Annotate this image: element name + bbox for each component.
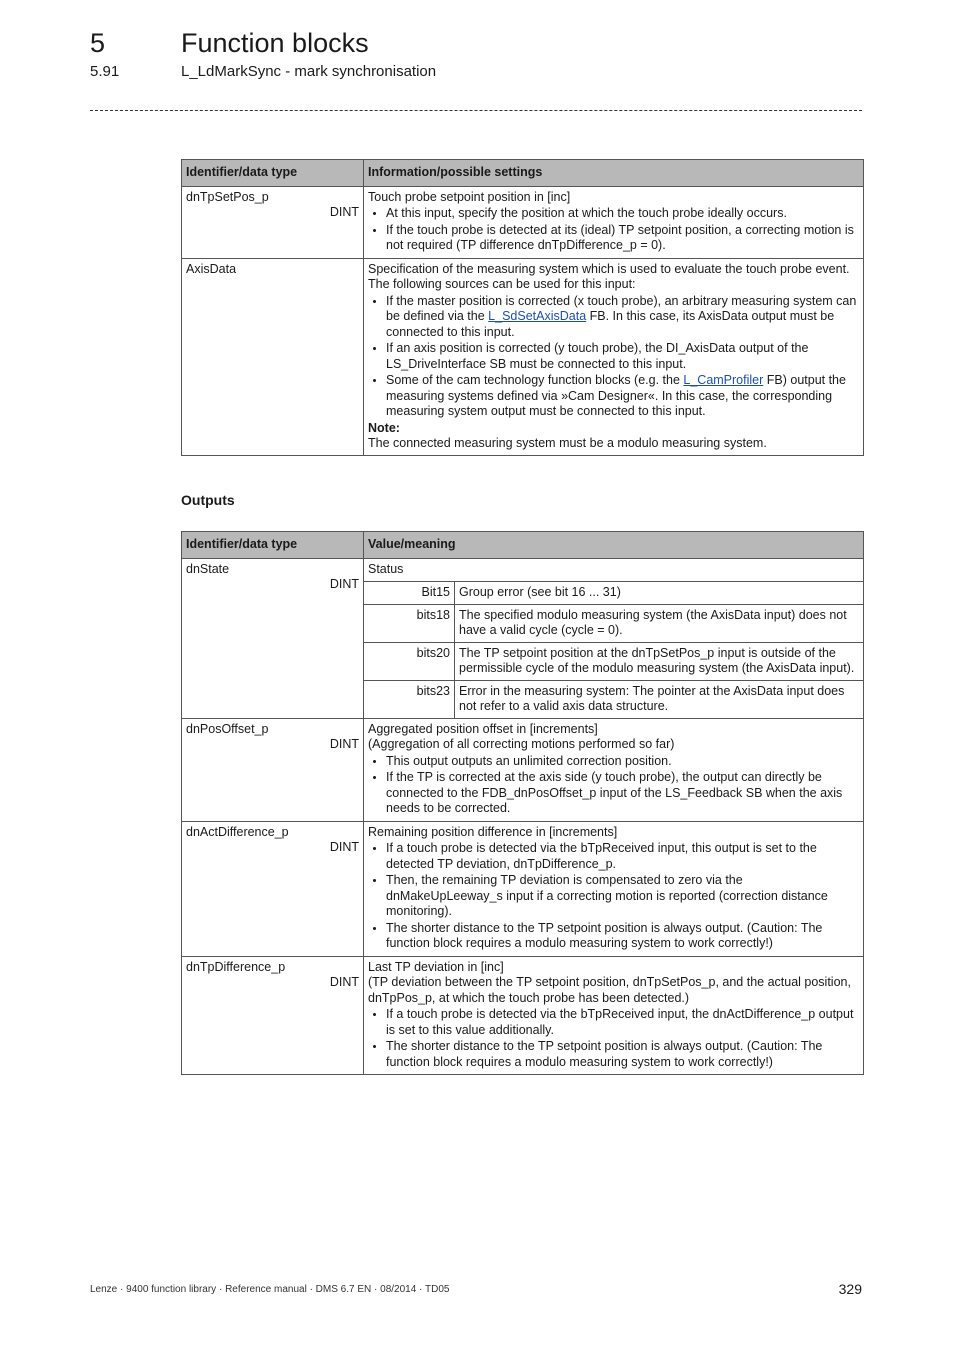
description: (Aggregation of all correcting motions performed so far) (368, 737, 675, 751)
function-block-link[interactable]: L_CamProfiler (683, 373, 764, 387)
section-number: 5.91 (90, 63, 120, 80)
identifier: dnState (186, 561, 230, 576)
bit-meaning: The specified modulo measuring system (the AxisData input) does not have a valid cycle (cycle = 0). (455, 604, 864, 642)
list-item: • Some of the cam technology function blocks (e.g. the L_CamProfiler FB) output the measuring systems defined via »Cam Designer«. In this case, the corresponding measuring system output must be connected to this input. (386, 373, 859, 420)
identifier-cell (182, 186, 364, 258)
section-title: L_LdMarkSync - mark synchronisation (181, 63, 437, 80)
identifier-cell (182, 258, 364, 455)
table-row (182, 956, 864, 1075)
bit-row (364, 604, 863, 642)
description: Touch probe setpoint position in [inc] (368, 189, 571, 204)
column-header: Information/possible settings (364, 160, 864, 187)
identifier: AxisData (186, 261, 237, 276)
description: Status (368, 561, 404, 576)
identifier: dnTpSetPos_p (186, 189, 269, 204)
bit-label: bits23 (364, 680, 455, 718)
identifier-cell (182, 718, 364, 821)
column-header: Identifier/data type (182, 532, 364, 559)
bit-label: bits20 (364, 642, 455, 680)
header-separator (90, 110, 862, 111)
info-cell (364, 258, 864, 455)
bullet-list (368, 294, 859, 420)
bit-row (364, 680, 863, 718)
column-header: Value/meaning (364, 532, 864, 559)
outputs-heading: Outputs (181, 492, 235, 508)
chapter-title: Function blocks (181, 28, 369, 58)
description: The following sources can be used for this input: (368, 277, 636, 291)
function-block-link[interactable]: L_SdSetAxisData (488, 309, 587, 323)
data-type: DINT (329, 840, 359, 854)
note-text: The connected measuring system must be a modulo measuring system. (368, 436, 767, 450)
bit-row (364, 582, 863, 605)
table-row (182, 718, 864, 821)
description: Remaining position difference in [increments] (368, 824, 618, 839)
inputs-table (181, 159, 864, 456)
list-item: • The shorter distance to the TP setpoint position is always output. (Caution: The function block requires a modulo measuring system to work correctly!) (386, 921, 859, 952)
info-cell (364, 186, 864, 258)
data-type: DINT (329, 577, 359, 591)
bit-label: bits18 (364, 604, 455, 642)
info-cell (364, 558, 864, 718)
list-item: • This output outputs an unlimited correction position. (386, 754, 859, 770)
list-item: • If a touch probe is detected via the bTpReceived input, this output is set to the detected TP deviation, dnTpDifference_p. (386, 841, 859, 872)
identifier-cell (182, 558, 364, 718)
description: (TP deviation between the TP setpoint position, dnTpSetPos_p, and the actual position, dnTpPos_p, at which the touch probe has been detected.) (368, 975, 851, 1005)
list-item: • If a touch probe is detected via the bTpReceived input, the dnActDifference_p output is set to this value additionally. (386, 1007, 859, 1038)
table-row (182, 186, 864, 258)
bullet-list (368, 206, 859, 254)
info-cell (364, 956, 864, 1075)
list-item: • Then, the remaining TP deviation is compensated to zero via the dnMakeUpLeeway_s input if a correcting motion is reported (correction distance monitoring). (386, 873, 859, 920)
identifier: dnTpDifference_p (186, 959, 286, 974)
column-header: Identifier/data type (182, 160, 364, 187)
list-item: • If the TP is corrected at the axis side (y touch probe), the output can directly be connected to the FDB_dnPosOffset_p input of the LS_Feedback SB when the axis needs to be corrected. (386, 770, 859, 817)
bit-meaning: The TP setpoint position at the dnTpSetPos_p input is outside of the permissible cycle of the modulo measuring system (the AxisData input). (455, 642, 864, 680)
bit-row (364, 642, 863, 680)
identifier: dnPosOffset_p (186, 721, 269, 736)
info-cell (364, 821, 864, 956)
bullet-list (368, 1007, 859, 1070)
description: Aggregated position offset in [increments] (368, 721, 598, 736)
table-header-row (182, 532, 864, 559)
bullet-list (368, 841, 859, 952)
outputs-table (181, 531, 864, 1075)
description: Specification of the measuring system which is used to evaluate the touch probe event. (368, 261, 850, 276)
footer-text: Lenze · 9400 function library · Reference manual · DMS 6.7 EN · 08/2014 · TD05 (90, 1284, 450, 1295)
list-item: • If the touch probe is detected at its (ideal) TP setpoint position, a correcting motion is not required (TP difference dnTpDifference_p = 0). (386, 223, 859, 254)
data-type: DINT (329, 975, 359, 989)
status-bits-table (364, 581, 863, 718)
note-label: Note: (368, 420, 400, 435)
table-row (182, 558, 864, 718)
chapter-number: 5 (90, 28, 106, 58)
bit-meaning: Error in the measuring system: The pointer at the AxisData input does not refer to a valid axis data structure. (455, 680, 864, 718)
bit-meaning: Group error (see bit 16 ... 31) (455, 582, 864, 605)
identifier-cell (182, 956, 364, 1075)
info-cell (364, 718, 864, 821)
bit-label: Bit15 (364, 582, 455, 605)
list-item: • If the master position is corrected (x touch probe), an arbitrary measuring system can be defined via the L_SdSetAxisData FB. In this case, its AxisData output must be connected to this input. (386, 294, 859, 341)
data-type: DINT (329, 737, 359, 751)
identifier-cell (182, 821, 364, 956)
identifier: dnActDifference_p (186, 824, 289, 839)
list-item: • The shorter distance to the TP setpoint position is always output. (Caution: The function block requires a modulo measuring system to work correctly!) (386, 1039, 859, 1070)
list-item: • If an axis position is corrected (y touch probe), the DI_AxisData output of the LS_DriveInterface SB must be connected to this input. (386, 341, 859, 372)
table-header-row (182, 160, 864, 187)
table-row (182, 258, 864, 455)
bullet-list (368, 754, 859, 817)
table-row (182, 821, 864, 956)
list-item: • At this input, specify the position at which the touch probe ideally occurs. (386, 206, 859, 222)
description: Last TP deviation in [inc] (368, 959, 504, 974)
data-type: DINT (329, 205, 359, 219)
page-number: 329 (838, 1281, 862, 1297)
